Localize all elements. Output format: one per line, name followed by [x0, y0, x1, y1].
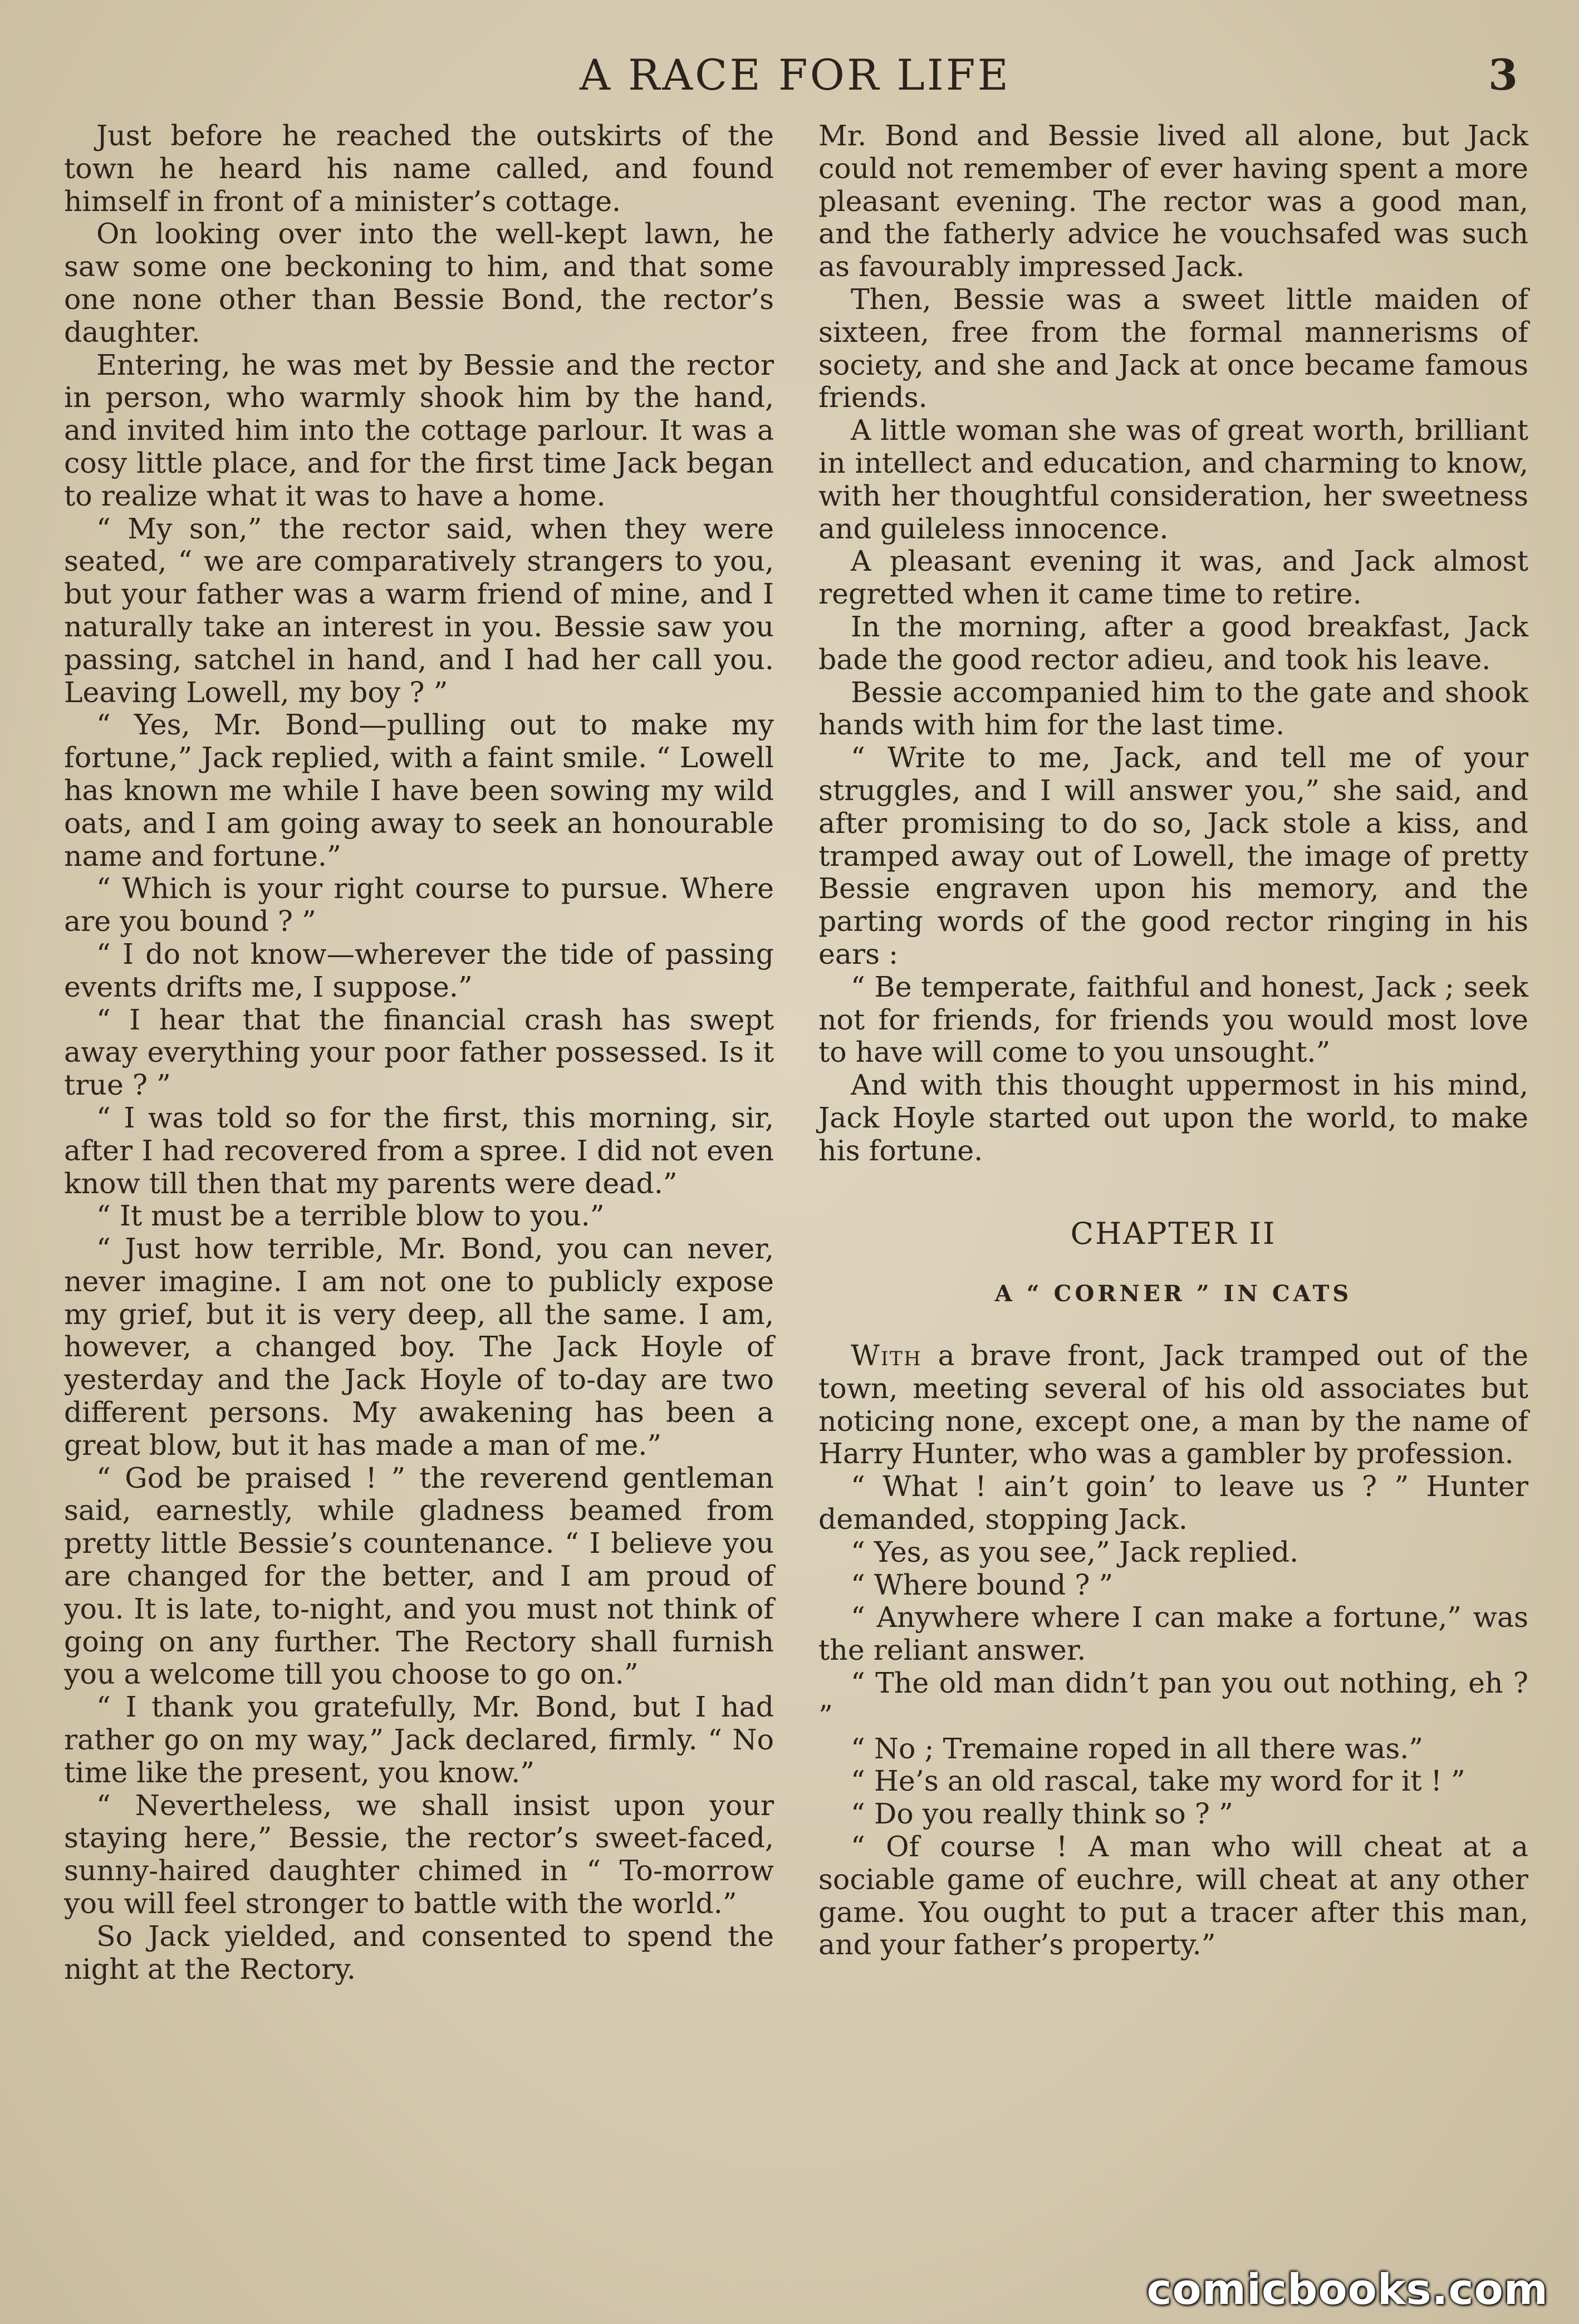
- paragraph: “ The old man didn’t pan you out nothing, eh ? ”: [818, 1666, 1528, 1732]
- running-title: A RACE FOR LIFE: [579, 50, 1011, 100]
- paragraph: On looking over into the well-kept lawn, he saw some one beckoning to him, and that some one none other than Bessie Bond, the rector’s daughter.: [64, 217, 774, 349]
- paragraph: “ Anywhere where I can make a fortune,” was the reliant answer.: [818, 1601, 1528, 1667]
- paragraph: “ What ! ain’t goin’ to leave us ? ” Hunter demanded, stopping Jack.: [818, 1470, 1528, 1536]
- paragraph: “ Yes, Mr. Bond—pulling out to make my fortune,” Jack replied, with a faint smile. “ Lowell has known me while I have been sowing my wild oats, and I am going away to seek an honourable name and fortune.”: [64, 708, 774, 872]
- left-column: [64, 120, 774, 1985]
- paragraph: “ Yes, as you see,” Jack replied.: [851, 1535, 1299, 1568]
- paragraph: “ Where bound ? ”: [851, 1568, 1114, 1601]
- paragraph: In the morning, after a good breakfast, Jack bade the good rector adieu, and took his leave.: [818, 610, 1528, 676]
- paragraph: “ Be temperate, faithful and honest, Jack ; seek not for friends, for friends you would most love to have will come to you unsought.”: [818, 970, 1528, 1069]
- paragraph: “ I thank you gratefully, Mr. Bond, but I had rather go on my way,” Jack declared, firmly. “ No time like the present, you know.”: [64, 1690, 774, 1789]
- page-number: 3: [1488, 50, 1518, 100]
- paragraph: “ Do you really think so ? ”: [851, 1797, 1233, 1831]
- paragraph: “ I was told so for the first, this morning, sir, after I had recovered from a spree. I did not even know till then that my parents were dead.”: [64, 1101, 774, 1200]
- paragraph: “ I do not know—wherever the tide of passing events drifts me, I suppose.”: [64, 937, 774, 1003]
- paragraph: “ God be praised ! ” the reverend gentleman said, earnestly, while gladness beamed from pretty little Bessie’s countenance. “ I believe you are changed for the better, and I am proud of you. It is late, to-night, and you must not think of going on any further. The Rectory shall furnish you a welcome till you choose to go on.”: [64, 1461, 774, 1691]
- paragraph: “ Just how terrible, Mr. Bond, you can never, never imagine. I am not one to publicly expose my grief, but it is very deep, all the same. I am, however, a changed boy. The Jack Hoyle of yesterday and the Jack Hoyle of to-day are two different persons. My awakening has been a great blow, but it has made a man of me.”: [64, 1232, 774, 1462]
- paragraph: “ I hear that the financial crash has swept away everything your poor father possessed. Is it true ? ”: [64, 1003, 774, 1102]
- opening-text: a brave front, Jack tramped out of the town, meeting several of his old associates but noticing none, except one, a man by the name of Harry Hunter, who was a gambler by profession.: [818, 1339, 1528, 1470]
- chapter-opening-paragraph: [818, 1340, 1528, 1470]
- paragraph: Just before he reached the outskirts of the town he heard his name called, and found himself in front of a minister’s cottage.: [64, 119, 774, 218]
- paragraph: “ It must be a terrible blow to you.”: [96, 1199, 605, 1233]
- paragraph: “ He’s an old rascal, take my word for it ! ”: [851, 1764, 1465, 1798]
- paragraph: “ Which is your right course to pursue. Where are you bound ? ”: [64, 872, 774, 938]
- chapter-title: A “ CORNER ” IN CATS: [994, 1281, 1352, 1307]
- paragraph: “ Write to me, Jack, and tell me of your struggles, and I will answer you,” she said, and after promising to do so, Jack stole a kiss, and tramped away out of Lowell, the image of pretty Bessie engraven upon his memory, and the parting words of the good rector ringing in his ears :: [818, 741, 1528, 970]
- paragraph: Mr. Bond and Bessie lived all alone, but Jack could not remember of ever having spent a more pleasant evening. The rector was a good man, and the fatherly advice he vouchsafed was such as favourably impressed Jack.: [818, 119, 1528, 283]
- paragraph: Then, Bessie was a sweet little maiden of sixteen, free from the formal mannerisms of society, and she and Jack at once became famous friends.: [818, 282, 1528, 414]
- paragraph: A little woman she was of great worth, brilliant in intellect and education, and charming to know, with her thoughtful consideration, her sweetness and guileless innocence.: [818, 414, 1528, 545]
- paragraph: “ My son,” the rector said, when they were seated, “ we are comparatively strangers to you, but your father was a warm friend of mine, and I naturally take an interest in you. Bessie saw you passing, satchel in hand, and I had her call you. Leaving Lowell, my boy ? ”: [64, 512, 774, 709]
- paragraph: “ Nevertheless, we shall insist upon your staying here,” Bessie, the rector’s sweet-faced, sunny-haired daughter chimed in “ To-morrow you will feel stronger to battle with the world.”: [64, 1788, 774, 1920]
- watermark: comicbooks.com: [1146, 2264, 1548, 2314]
- chapter-heading: CHAPTER II: [1070, 1215, 1277, 1251]
- page-header: [61, 50, 1529, 111]
- right-column: [818, 120, 1528, 1962]
- opening-word: With: [851, 1339, 922, 1372]
- paragraph: Bessie accompanied him to the gate and shook hands with him for the last time.: [818, 675, 1528, 742]
- paragraph: A pleasant evening it was, and Jack almost regretted when it came time to retire.: [818, 545, 1528, 611]
- paragraph: Entering, he was met by Bessie and the rector in person, who warmly shook him by the hand, and invited him into the cottage parlour. It was a cosy little place, and for the first time Jack began to realize what it was to have a home.: [64, 348, 774, 512]
- paragraph: So Jack yielded, and consented to spend the night at the Rectory.: [64, 1919, 774, 1985]
- paragraph: And with this thought uppermost in his mind, Jack Hoyle started out upon the world, to make his fortune.: [818, 1068, 1528, 1167]
- paragraph: “ Of course ! A man who will cheat at a sociable game of euchre, will cheat at any other game. You ought to put a tracer after this man, and your father’s property.”: [818, 1830, 1528, 1962]
- paragraph: “ No ; Tremaine roped in all there was.”: [851, 1732, 1424, 1765]
